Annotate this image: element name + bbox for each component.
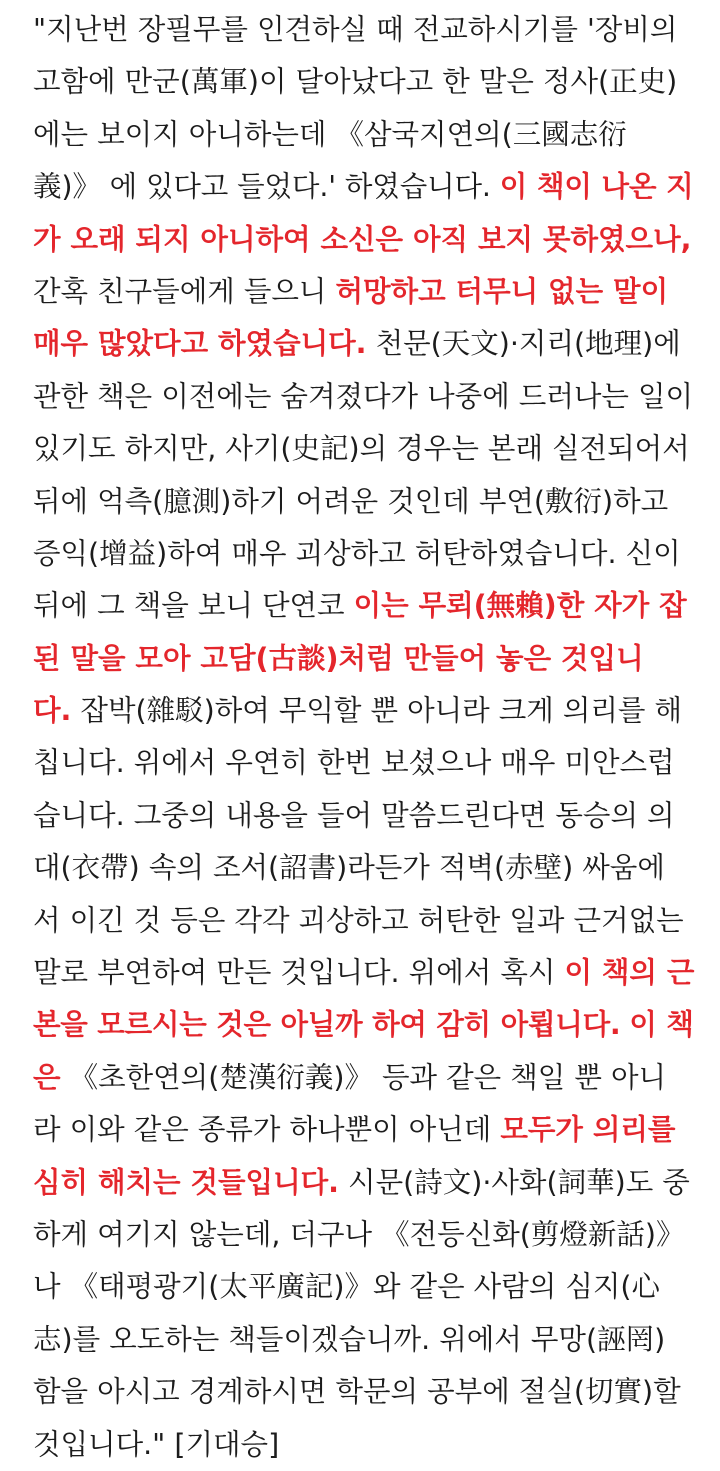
text-line [33, 371, 694, 423]
body-text: 증익(增益)하여 매우 괴상하고 허탄하였습니다. 신이 [33, 536, 681, 570]
text-line [33, 999, 694, 1051]
body-text [620, 1008, 629, 1041]
text-line [33, 161, 694, 213]
text-line [33, 1157, 690, 1209]
text-line [33, 947, 695, 999]
text-line [33, 4, 690, 56]
highlighted-text: 본을 모르시는 것은 아닐까 하여 감히 아룁니다. [33, 1008, 621, 1042]
body-text: 고함에 만군(萬軍)이 달아났다고 한 말은 정사(正史) [33, 65, 678, 99]
body-text: 대(衣帶) 속의 조서(詔書)라든가 적벽(赤壁) 싸움에 [33, 851, 665, 885]
text-line [33, 214, 690, 266]
body-text: 시문(詩文)·사화(詞華)도 중 [338, 1165, 690, 1199]
text-line [33, 1419, 690, 1471]
body-text: 뒤에 억측(臆測)하기 어려운 것인데 부연(敷衍)하고 [33, 484, 669, 518]
body-text: 《초한연의(楚漢衍義)》 등과 같은 책일 뿐 아니 [60, 1060, 667, 1094]
body-text: 잡박(雜駁)하여 무익할 뿐 아니라 크게 의리를 해 [71, 694, 683, 728]
highlighted-text: 허망하고 터무니 없는 말이 [335, 274, 669, 308]
body-text: 있기도 하지만, 사기(史記)의 경우는 본래 실전되어서 [33, 432, 690, 466]
body-text: 서 이긴 것 등은 각각 괴상하고 허탄한 일과 근거없는 [33, 903, 684, 937]
text-line [33, 476, 690, 528]
body-text: 하게 여기지 않는데, 더구나 《전등신화(剪燈新話)》 [33, 1217, 685, 1251]
body-text: 뒤에 그 책을 보니 단연코 [33, 589, 354, 623]
text-line [33, 1209, 690, 1261]
text-line [33, 266, 690, 318]
text-line [33, 318, 690, 370]
text-line [33, 633, 690, 685]
body-text: "지난번 장필무를 인견하실 때 전교하시기를 '장비의 [33, 13, 678, 46]
quoted-passage [33, 4, 695, 1471]
text-line [33, 1366, 690, 1418]
highlighted-text: 심히 해치는 것들입니다. [33, 1165, 339, 1199]
text-line [33, 56, 690, 108]
body-text: 함을 아시고 경계하시면 학문의 공부에 절실(切實)할 [33, 1375, 681, 1409]
highlighted-text: 매우 많았다고 하였습니다. [33, 327, 367, 361]
text-line [33, 423, 690, 475]
highlighted-text: 가 오래 되지 아니하여 소신은 아직 보지 못하였으나, [33, 222, 692, 256]
highlighted-text: 다. [33, 694, 72, 728]
body-text: 義)》 에 있다고 들었다.' 하였습니다. [33, 170, 500, 204]
text-line [33, 895, 690, 947]
body-text: 志)를 오도하는 책들이겠습니까. 위에서 무망(誣罔) [33, 1322, 666, 1356]
text-line [33, 737, 690, 789]
highlighted-text: 모두가 의리를 [500, 1113, 676, 1147]
body-text: 관한 책은 이전에는 숨겨졌다가 나중에 드러나는 일이 [33, 379, 694, 413]
text-line [33, 685, 690, 737]
text-line [33, 1104, 690, 1156]
body-text: 습니다. 그중의 내용을 들어 말씀드린다면 동승의 의 [33, 798, 675, 832]
text-line [33, 1261, 690, 1313]
highlighted-text: 이 책의 근 [564, 956, 695, 990]
highlighted-text: 된 말을 모아 고담(古談)처럼 만들어 놓은 것입니 [33, 641, 644, 675]
highlighted-text: 이 책 [629, 1008, 694, 1042]
highlighted-text: 이 책이 나온 지 [499, 170, 694, 204]
text-line [33, 1314, 690, 1366]
text-line [33, 1052, 690, 1104]
text-line [33, 580, 690, 632]
text-line [33, 842, 690, 894]
body-text: 간혹 친구들에게 들으니 [33, 274, 336, 308]
text-line [33, 528, 690, 580]
body-text: 나 《태평광기(太平廣記)》와 같은 사람의 심지(心 [33, 1270, 660, 1304]
highlighted-text: 이는 무뢰(無賴)한 자가 잡 [353, 589, 687, 623]
text-line [33, 790, 690, 842]
body-text: 에는 보이지 아니하는데 《삼국지연의(三國志衍 [33, 117, 627, 151]
text-line [33, 109, 690, 161]
body-text: 말로 부연하여 만든 것입니다. 위에서 혹시 [33, 956, 565, 990]
body-text: 것입니다." [기대승] [33, 1427, 280, 1461]
body-text: 칩니다. 위에서 우연히 한번 보셨으나 매우 미안스럽 [33, 746, 675, 780]
body-text: 천문(天文)·지리(地理)에 [366, 327, 681, 361]
highlighted-text: 은 [33, 1060, 61, 1094]
body-text: 라 이와 같은 종류가 하나뿐이 아닌데 [33, 1113, 501, 1147]
